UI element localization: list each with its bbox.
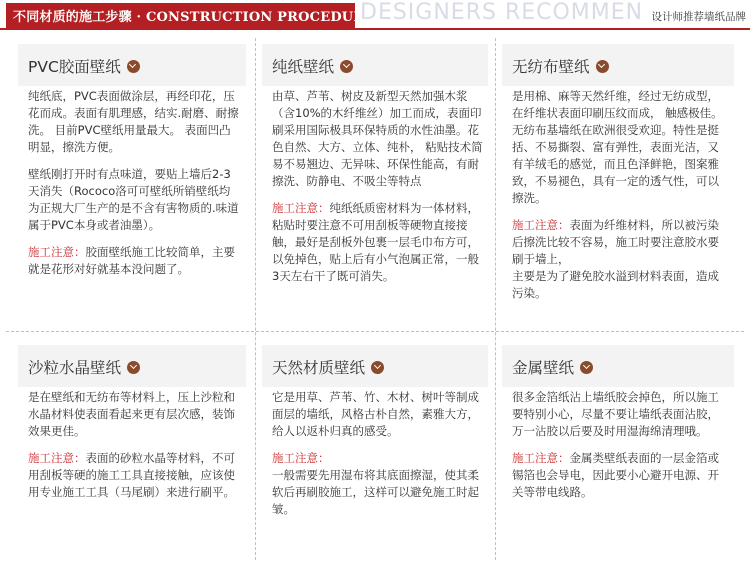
- note-label: 施工注意：: [512, 451, 570, 465]
- card-header: [502, 44, 734, 86]
- card-header: [18, 44, 246, 86]
- chevron-down-icon[interactable]: [371, 361, 384, 374]
- card-title: 无纺布壁纸: [512, 55, 609, 77]
- card-header: [502, 345, 734, 387]
- note-text: 纯纸纸质密材料为一体材料，粘贴时要注意不可用刮板等硬物直接接触，最好是刮板外包裹一层毛巾布方可，以免掉色，贴上后有小气泡属正常，一般3天左右干了既可消失。: [272, 201, 479, 283]
- note-label: 施工注意：: [272, 451, 330, 465]
- card-title: 沙粒水晶壁纸: [28, 356, 140, 378]
- card-title: 天然材质壁纸: [272, 356, 384, 378]
- card-note: [512, 217, 726, 268]
- header-banner: [0, 0, 750, 30]
- banner-background-text: DESIGNERS RECOMMEN: [360, 0, 644, 25]
- chevron-down-icon[interactable]: [580, 361, 593, 374]
- card-paragraph: 是在壁纸和无纺布等材料上，压上沙粒和水晶材料使表面看起来更有层次感，装饰效果更佳。: [28, 390, 235, 438]
- note-label: 施工注意：: [28, 451, 86, 465]
- card-note: [512, 450, 726, 501]
- designer-brand-link[interactable]: 设计师推荐墙纸品牌: [648, 9, 747, 24]
- note-label: 施工注意：: [272, 201, 330, 215]
- card-body: [272, 88, 484, 295]
- note-text: 金属类壁纸表面的一层金箔或锡箔也会导电，因此要小心避开电源、开关等带电线路。: [512, 451, 719, 499]
- note-text: 表面的砂粒水晶等材料，不可用刮板等硬的施工工具直接接触，应该使用专业施工工具（马尾刷）来进行刷平。: [28, 451, 235, 499]
- card-header: [262, 44, 488, 86]
- card-paragraph: 壁纸刚打开时有点味道，要贴上墙后2-3天消失（Rococo洛可可壁纸所销壁纸均为正规大厂生产的是不含有害物质的.味道属于PVC本身或者油墨）。: [28, 167, 239, 232]
- card-paragraph: 纯纸底，PVC表面做涂层，再经印花，压花而成。表面有肌理感，结实.耐磨、耐擦洗。 目前PVC壁纸用量最大。 表面凹凸明显，擦洗方便。: [28, 89, 239, 154]
- card-title: PVC胶面壁纸: [28, 55, 140, 77]
- card-header: [262, 345, 488, 387]
- card-paragraph: 由草、芦苇、树皮及新型天然加强木浆（含10%的木纤维丝）加工而成，表面印刷采用国际极具环保特质的水性油墨。花色自然、大方、立体、纯朴， 粘贴技术简易不易翘边、无异味、环保性能高，有耐擦洗、防静电、不吸尘等特点: [272, 89, 483, 188]
- chevron-down-icon[interactable]: [127, 60, 140, 73]
- card-paragraph: 它是用草、芦苇、竹、木材、树叶等制成面层的墙纸，风格古朴自然，素雅大方，给人以返朴归真的感受。: [272, 390, 479, 438]
- card-note: [272, 200, 484, 285]
- note-label: 施工注意：: [28, 245, 86, 259]
- column-divider: [255, 38, 256, 560]
- column-divider: [495, 38, 496, 560]
- card-body: [272, 389, 484, 528]
- note-text: 表面为纤维材料，所以被污染后擦洗比较不容易，施工时要注意胶水要刷于墙上，: [512, 218, 719, 266]
- card-note: [272, 450, 484, 518]
- card-note: [28, 450, 240, 501]
- note-label: 施工注意：: [512, 218, 570, 232]
- card-title: 纯纸壁纸: [272, 55, 353, 77]
- card-note-extra: 主要是为了避免胶水溢到材料表面，造成污染。: [512, 269, 719, 300]
- card-paragraph: 是用棉、麻等天然纤维，经过无纺成型，在纤维状表面印刷压纹而成， 触感极佳。无纺布基墙纸在欧洲很受欢迎。特性是挺括、不易撕裂、富有弹性，表面光洁，又有羊绒毛的感觉，而且色泽鲜艳，图案雅致，不易褪色，具有一定的透气性，可以擦洗。: [512, 89, 723, 205]
- card-header: [18, 345, 246, 387]
- card-note: [28, 244, 240, 278]
- note-text: 一般需要先用湿布将其底面擦湿，使其柔软后再刷胶施工，这样可以避免施工时起皱。: [272, 468, 479, 516]
- card-body: [512, 389, 726, 511]
- chevron-down-icon[interactable]: [596, 60, 609, 73]
- card-title: 金属壁纸: [512, 356, 593, 378]
- chevron-down-icon[interactable]: [340, 60, 353, 73]
- note-text: 胶面壁纸施工比较简单，主要就是花形对好就基本没问题了。: [28, 245, 235, 276]
- chevron-down-icon[interactable]: [127, 361, 140, 374]
- banner-title: 不同材质的施工步骤 · CONSTRUCTION PROCEDURE: [13, 10, 375, 25]
- card-body: [512, 88, 726, 312]
- card-paragraph: 很多金箔纸沾上墙纸胶会掉色，所以施工要特别小心，尽量不要让墙纸表面沾胶，万一沾胶以后要及时用湿海绵清理哦。: [512, 390, 719, 438]
- card-body: [28, 389, 240, 511]
- row-divider: [6, 331, 744, 332]
- card-body: [28, 88, 240, 288]
